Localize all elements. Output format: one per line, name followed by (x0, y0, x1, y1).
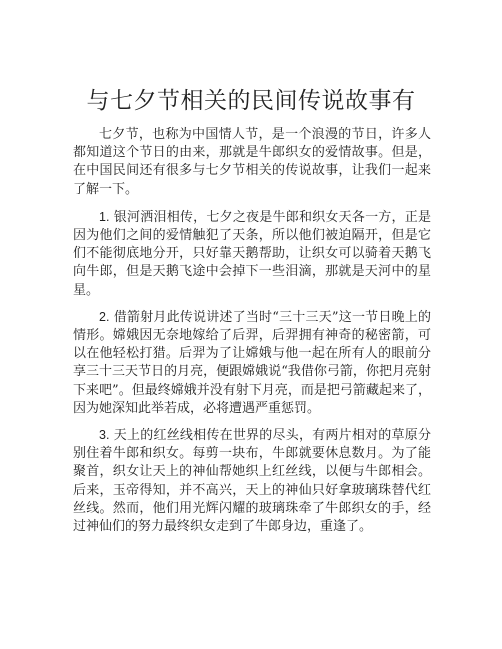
story-item-1 (73, 208, 431, 300)
story-text: 银河洒泪相传，七夕之夜是牛郎和织女天各一方，正是因为他们之间的爱情触犯了天条，所以他们被迫隔开，但是它们不能彻底地分开，只好靠天鹅帮助，让织女可以骑着天鹅飞向牛郎，但是天鹅飞途中会掉下一些泪滴，那就是天河中的星星。 (73, 209, 431, 298)
document-title: 与七夕节相关的民间传说故事有 (86, 88, 416, 114)
story-item-3 (73, 426, 431, 536)
story-number: 2. (99, 309, 110, 324)
story-text: 借箭射月此传说讲述了当时“三十三天”这一节日晚上的情形。嫦娥因无奈地嫁给了后羿，后羿拥有神奇的秘密箭，可以在他轻松打猎。后羿为了让嫦娥与他一起在所有人的眼前分享三十三天节日的月亮，便跟嫦娥说“我借你弓箭，你把月亮射下来吧”。但最终嫦娥并没有射下月亮，而是把弓箭藏起来了，因为她深知此举若成，必将遭遇严重惩罚。 (73, 309, 431, 416)
story-item-2 (73, 308, 431, 418)
intro-paragraph: 七夕节，也称为中国情人节，是一个浪漫的节日，许多人都知道这个节日的由来，那就是牛郎织女的爱情故事。但是，在中国民间还有很多与七夕节相关的传说故事，让我们一起来了解一下。 (73, 127, 431, 197)
story-number: 1. (99, 209, 110, 224)
story-text: 天上的红丝线相传在世界的尽头，有两片相对的草原分别住着牛郎和织女。每剪一块布，牛郎就要休息数月。为了能聚首，织女让天上的神仙帮她织上红丝线，以便与牛郎相会。后来，玉帝得知，并不高兴，天上的神仙只好拿玻璃珠替代红丝线。然而，他们用光辉闪耀的玻璃珠牵了牛郎织女的手，经过神仙们的努力最终织女走到了牛郎身边，重逢了。 (73, 428, 431, 535)
story-number: 3. (99, 428, 110, 443)
document-body (73, 126, 431, 544)
